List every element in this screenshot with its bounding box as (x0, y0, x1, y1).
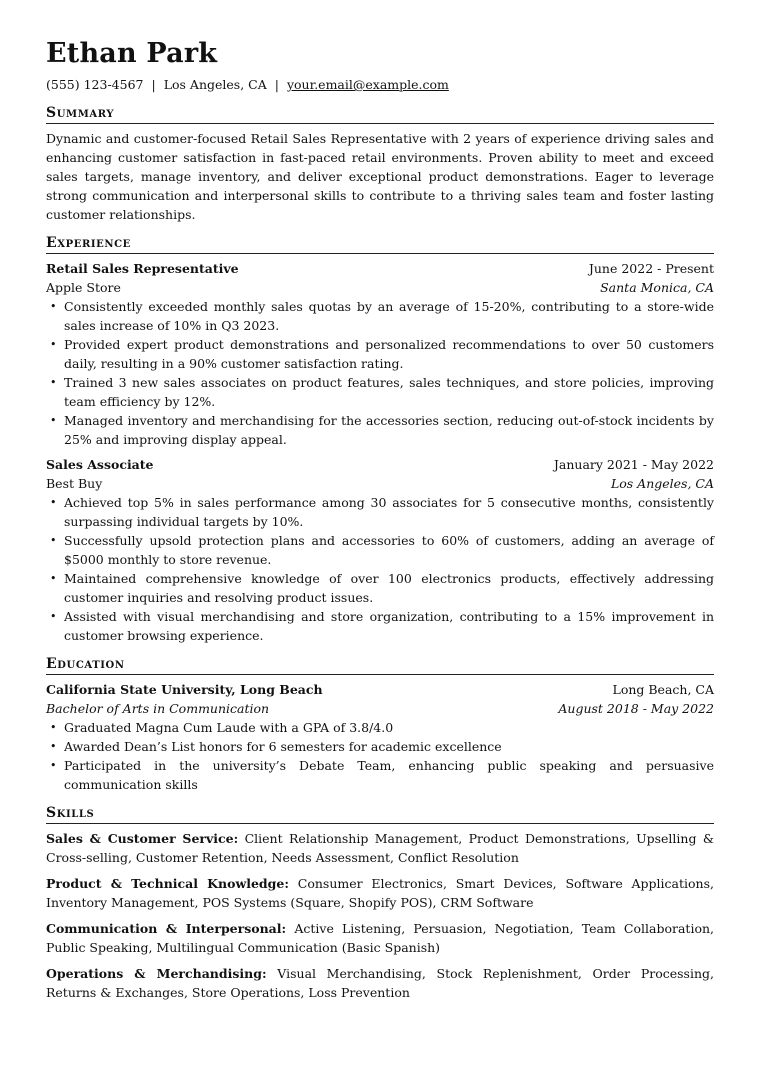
job-company: Best Buy (46, 476, 103, 491)
job-role: Retail Sales Representative (46, 261, 239, 276)
skill-group-items: Client Relationship Management, Product Demonstrations, Upselling & Cross-selling, Customer Retention, Needs Assessment, Conflict Resolution (46, 831, 714, 865)
skill-group (46, 874, 714, 912)
job-bullets (46, 493, 714, 645)
skill-group-items: Visual Merchandising, Stock Replenishment, Order Processing, Returns & Exchanges, Store Operations, Loss Prevention (46, 966, 714, 1000)
job-entry (46, 259, 714, 449)
skills-section (46, 804, 714, 1002)
section-title-experience: Experience (46, 234, 714, 254)
summary-text: Dynamic and customer-focused Retail Sales Representative with 2 years of experience driving sales and enhancing customer satisfaction in fast-paced retail environments. Proven ability to meet and exceed sales targets, manage inventory, and deliver exceptional product demonstrations. Eager to leverage strong communication and interpersonal skills to contribute to a thriving sales team and foster lasting customer relationships. (46, 131, 714, 222)
job-location: Los Angeles, CA (610, 476, 714, 491)
skill-group (46, 964, 714, 1002)
skill-group-label: Sales & Customer Service: (46, 831, 239, 846)
education-dates: August 2018 - May 2022 (558, 701, 714, 716)
skill-group (46, 919, 714, 957)
job-role: Sales Associate (46, 457, 154, 472)
job-location: Santa Monica, CA (600, 280, 714, 295)
school-name: California State University, Long Beach (46, 682, 323, 697)
education-bullets (46, 718, 714, 794)
bullet-item: • Assisted with visual merchandising and store organization, contributing to a 15% improvement in customer browsing experience. (64, 607, 714, 645)
bullet-item: • Graduated Magna Cum Laude with a GPA of 3.8/4.0 (64, 718, 714, 737)
degree: Bachelor of Arts in Communication (46, 701, 270, 716)
bullet-item: • Maintained comprehensive knowledge of over 100 electronics products, effectively addressing customer inquiries and resolving product issues. (64, 569, 714, 607)
section-title-skills: Skills (46, 804, 714, 824)
job-subheader (46, 278, 714, 297)
section-title-summary: Summary (46, 104, 714, 124)
job-subheader (46, 474, 714, 493)
skill-group-label: Operations & Merchandising: (46, 966, 267, 981)
job-dates: June 2022 - Present (588, 261, 714, 276)
bullet-item: • Provided expert product demonstrations and personalized recommendations to over 50 customers daily, resulting in a 90% customer satisfaction rating. (64, 335, 714, 373)
education-subheader (46, 699, 714, 718)
candidate-name: Ethan Park (46, 38, 218, 69)
bullet-item: • Trained 3 new sales associates on product features, sales techniques, and store policies, improving team efficiency by 12%. (64, 373, 714, 411)
bullet-item: • Managed inventory and merchandising for the accessories section, reducing out-of-stock incidents by 25% and improving display appeal. (64, 411, 714, 449)
job-entry (46, 455, 714, 645)
bullet-item: • Successfully upsold protection plans and accessories to 60% of customers, adding an average of $5000 monthly to store revenue. (64, 531, 714, 569)
school-location: Long Beach, CA (612, 682, 714, 697)
contact-separator: | (274, 77, 279, 92)
email-link[interactable]: your.email@example.com (286, 77, 449, 92)
job-dates: January 2021 - May 2022 (553, 457, 714, 472)
location: Los Angeles, CA (163, 77, 267, 92)
education-section (46, 655, 714, 794)
skill-group-items: Consumer Electronics, Smart Devices, Software Applications, Inventory Management, POS Systems (Square, Shopify POS), CRM Software (46, 876, 714, 910)
job-header (46, 455, 714, 474)
bullet-item: • Achieved top 5% in sales performance among 30 associates for 5 consecutive months, consistently surpassing individual targets by 10%. (64, 493, 714, 531)
contact-separator: | (151, 77, 156, 92)
education-header (46, 680, 714, 699)
skill-group-label: Communication & Interpersonal: (46, 921, 287, 936)
experience-section (46, 234, 714, 645)
job-company: Apple Store (46, 280, 121, 295)
phone-number: (555) 123-4567 (46, 77, 144, 92)
skill-group-label: Product & Technical Knowledge: (46, 876, 289, 891)
contact-line (46, 76, 714, 94)
skill-group-items: Active Listening, Persuasion, Negotiation, Team Collaboration, Public Speaking, Multilingual Communication (Basic Spanish) (46, 921, 714, 955)
job-bullets (46, 297, 714, 449)
summary-section (46, 104, 714, 224)
section-title-education: Education (46, 655, 714, 675)
job-header (46, 259, 714, 278)
skill-group (46, 829, 714, 867)
bullet-item: • Participated in the university’s Debate Team, enhancing public speaking and persuasive communication skills (64, 756, 714, 794)
bullet-item: • Consistently exceeded monthly sales quotas by an average of 15-20%, contributing to a store-wide sales increase of 10% in Q3 2023. (64, 297, 714, 335)
bullet-item: • Awarded Dean’s List honors for 6 semesters for academic excellence (64, 737, 714, 756)
education-entry (46, 680, 714, 794)
